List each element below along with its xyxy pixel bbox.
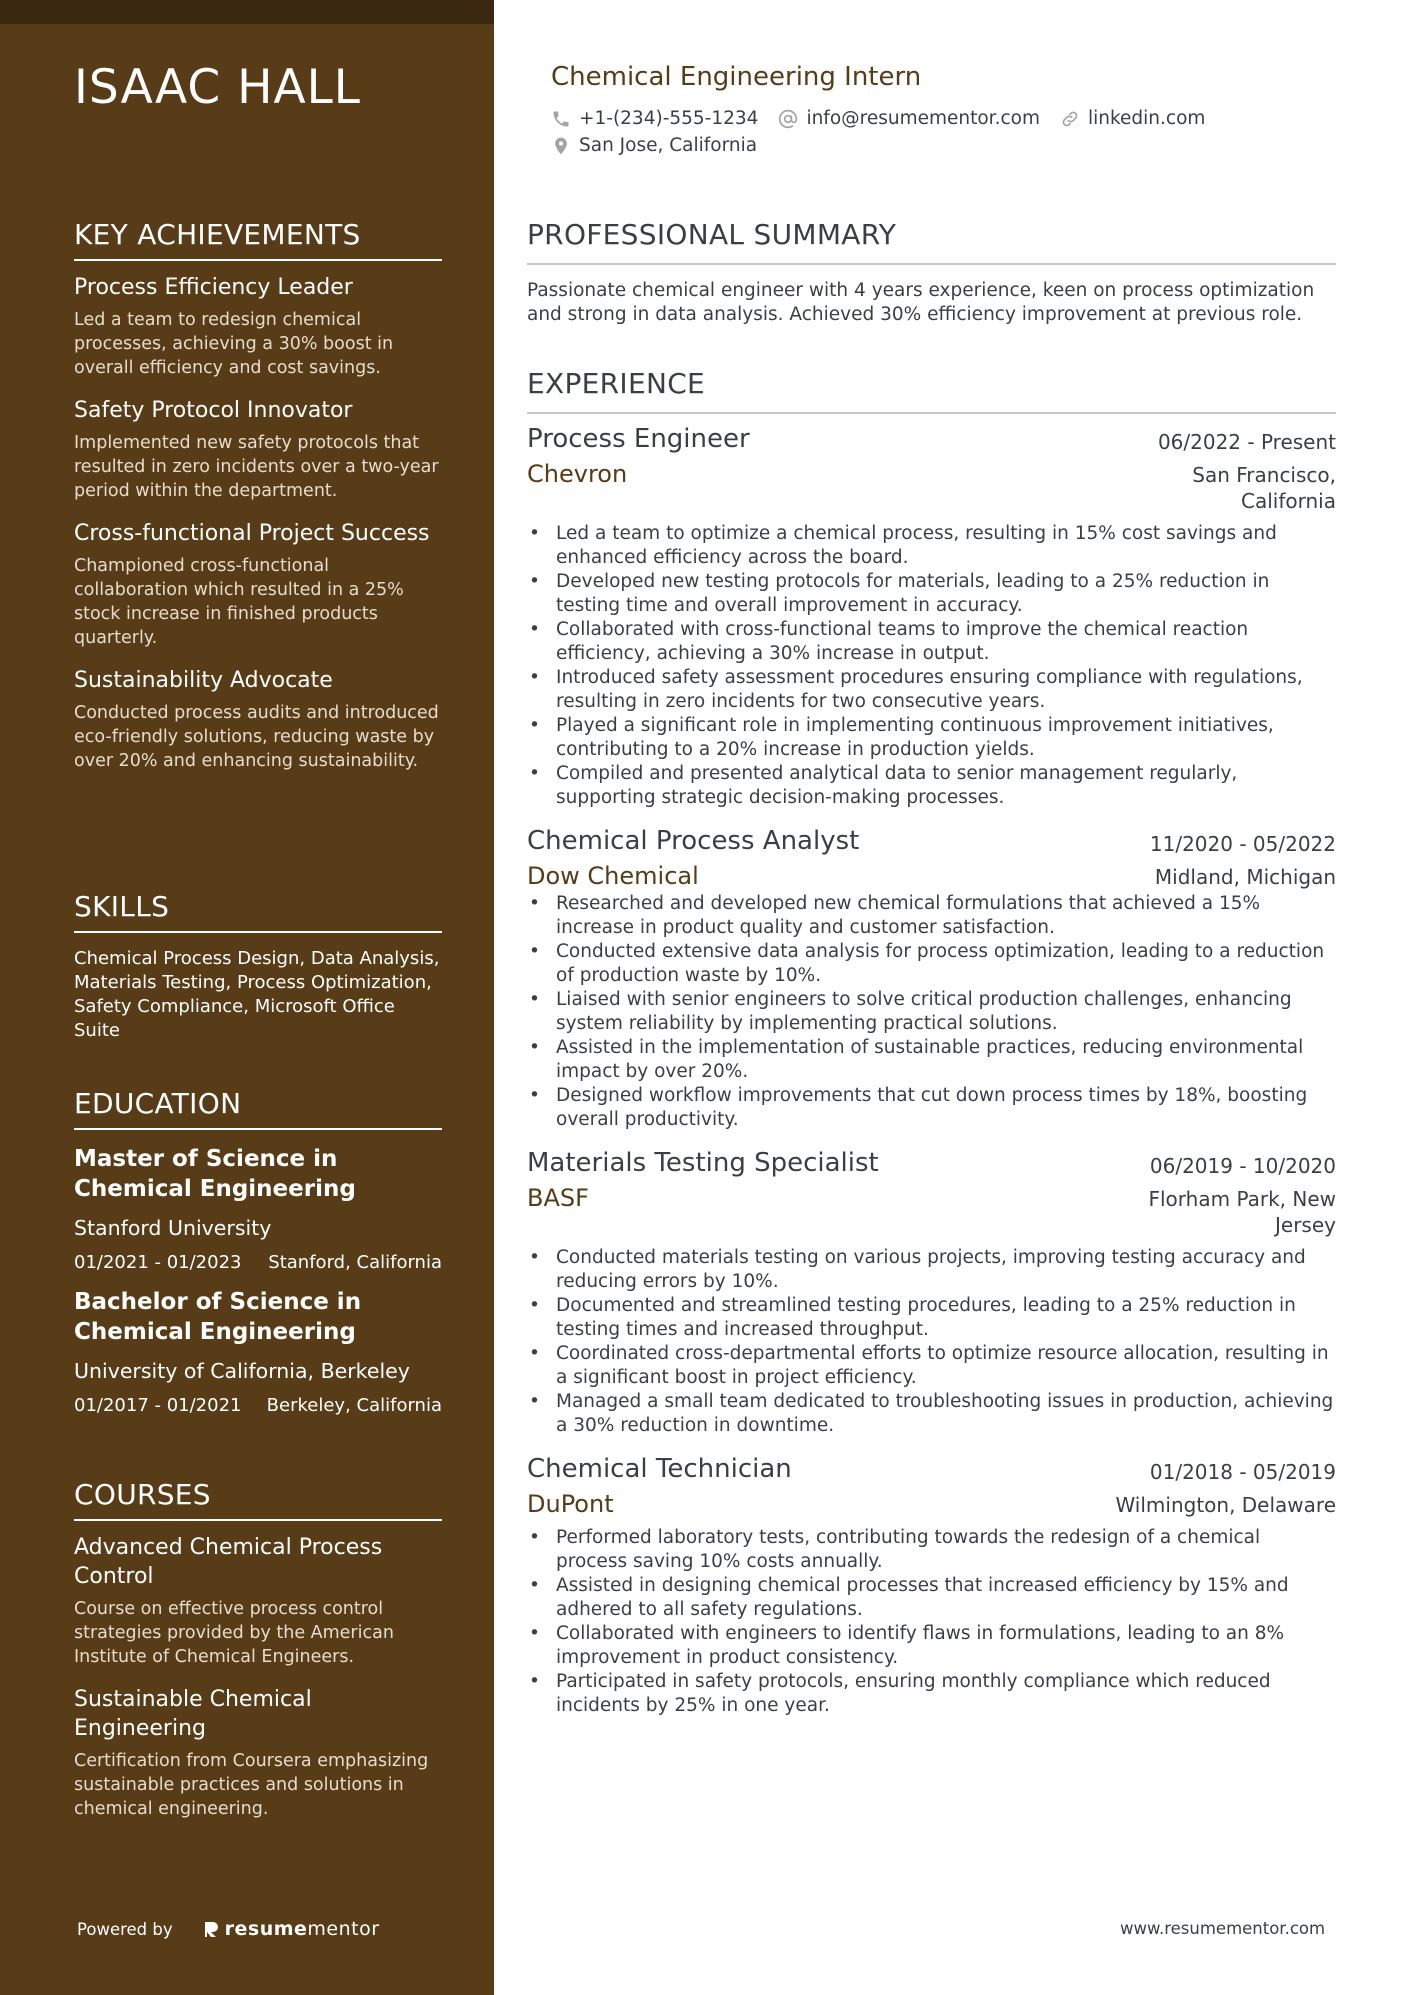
job-company-row (527, 1484, 1336, 1518)
contact-row (551, 108, 1351, 129)
job-title-row (527, 1454, 1336, 1484)
achievement-item (74, 273, 442, 380)
job-bullet: • Developed new testing protocols for materials, leading to a 25% reduction in testing time and overall improvement in accuracy. (527, 570, 1336, 618)
education-school: Stanford University (74, 1216, 272, 1240)
course-desc: Certification from Coursera emphasizing sustainable practices and solutions in chemical engineering. (74, 1751, 429, 1819)
location-text: San Jose, California (579, 135, 758, 156)
job-dates: 06/2022 - Present (1157, 430, 1336, 454)
powered-by-label: Powered by (77, 1919, 173, 1939)
skills-heading: SKILLS (74, 890, 442, 933)
education-item (74, 1144, 442, 1273)
education-dates: 01/2021 - 01/2023 (74, 1252, 242, 1273)
job-location: Midland, Michigan (1154, 865, 1336, 889)
job-company: Dow Chemical (527, 862, 699, 890)
education-location: Berkeley, California (266, 1395, 442, 1416)
job-role: Chemical Process Analyst (527, 826, 860, 856)
powered-by (77, 1918, 380, 1940)
education-meta (74, 1252, 442, 1273)
job-dates: 01/2018 - 05/2019 (1149, 1460, 1336, 1484)
achievement-desc: Championed cross-functional collaboration which resulted in a 25% stock increase in finished products quarterly. (74, 556, 404, 648)
brand-name-light: mentor (307, 1918, 380, 1940)
summary-section (527, 218, 1336, 327)
job-title-row (527, 826, 1336, 856)
experience-section (527, 367, 1336, 1718)
at-sign-icon (778, 109, 798, 129)
job-bullet: • Documented and streamlined testing procedures, leading to a 25% reduction in testing times and increased throughput. (527, 1294, 1336, 1342)
achievement-desc: Led a team to redesign chemical processes, achieving a 30% boost in overall efficiency and cost savings. (74, 310, 394, 378)
contact-header (551, 62, 1351, 156)
achievement-title: Sustainability Advocate (74, 668, 333, 693)
job-bullet: • Researched and developed new chemical formulations that achieved a 15% increase in product quality and customer satisfaction. (527, 892, 1336, 940)
job-bullet: • Coordinated cross-departmental efforts to optimize resource allocation, resulting in a significant boost in project efficiency. (527, 1342, 1336, 1390)
achievements-section (74, 218, 442, 773)
job-entry (527, 1148, 1336, 1438)
job-bullet: • Conducted extensive data analysis for process optimization, leading to a reduction of production waste by 10%. (527, 940, 1336, 988)
job-dates: 11/2020 - 05/2022 (1149, 832, 1336, 856)
location-pin-icon (551, 136, 571, 156)
job-company-row (527, 856, 1336, 890)
job-bullet: • Introduced safety assessment procedures ensuring compliance with regulations, resulting in zero incidents for two consecutive years. (527, 666, 1336, 714)
job-entry (527, 826, 1336, 1132)
sidebar-top-bar (0, 0, 494, 24)
job-bullets (527, 522, 1336, 810)
linkedin-text: linkedin.com (1087, 108, 1206, 129)
job-entry (527, 424, 1336, 810)
course-item (74, 1685, 442, 1821)
job-bullet: • Managed a small team dedicated to troubleshooting issues in production, achieving a 30% reduction in downtime. (527, 1390, 1336, 1438)
location-contact (551, 135, 757, 156)
achievement-title: Cross-functional Project Success (74, 521, 430, 546)
job-company: Chevron (527, 460, 628, 488)
job-bullets (527, 1526, 1336, 1718)
experience-heading: EXPERIENCE (527, 367, 1336, 414)
job-bullet: • Assisted in designing chemical processes that increased efficiency by 15% and adhered to all safety regulations. (527, 1574, 1336, 1622)
job-title-row (527, 424, 1336, 454)
phone-text: +1-(234)-555-1234 (579, 108, 759, 129)
summary-text: Passionate chemical engineer with 4 years experience, keen on process optimization and strong in data analysis. Achieved 30% efficiency improvement at previous role. (527, 280, 1315, 325)
job-company: BASF (527, 1184, 589, 1212)
job-location: Wilmington, Delaware (1115, 1493, 1336, 1517)
job-title-row (527, 1148, 1336, 1178)
job-bullet: • Liaised with senior engineers to solve critical production challenges, enhancing system reliability by implementing practical solutions. (527, 988, 1336, 1036)
course-title: Sustainable Chemical Engineering (74, 1687, 312, 1741)
education-degree: Bachelor of Science in Chemical Engineering (74, 1289, 362, 1345)
job-bullet: • Performed laboratory tests, contributing towards the redesign of a chemical process saving 10% costs annually. (527, 1526, 1336, 1574)
job-bullet: • Led a team to optimize a chemical process, resulting in 15% cost savings and enhanced efficiency across the board. (527, 522, 1336, 570)
education-dates: 01/2017 - 01/2021 (74, 1395, 242, 1416)
phone-contact[interactable] (551, 108, 758, 129)
education-school: University of California, Berkeley (74, 1359, 410, 1383)
achievement-item (74, 666, 442, 773)
footer-website-link[interactable]: www.resumementor.com (1120, 1919, 1326, 1938)
job-bullets (527, 892, 1336, 1132)
skills-section (74, 890, 442, 1043)
education-section (74, 1087, 442, 1416)
job-bullet: • Collaborated with cross-functional teams to improve the chemical reaction efficiency, achieving a 30% increase in output. (527, 618, 1336, 666)
job-company-row (527, 454, 1336, 514)
target-job-title: Chemical Engineering Intern (551, 62, 922, 92)
email-text: info@resumementor.com (806, 108, 1040, 129)
email-contact[interactable] (778, 108, 1040, 129)
education-meta (74, 1395, 442, 1416)
job-role: Chemical Technician (527, 1454, 792, 1484)
achievement-item (74, 396, 442, 503)
achievement-title: Safety Protocol Innovator (74, 398, 353, 423)
courses-section (74, 1478, 442, 1821)
education-item (74, 1287, 442, 1416)
job-location: Florham Park, New Jersey (1148, 1187, 1336, 1237)
location-row (551, 135, 1351, 156)
job-company-row (527, 1178, 1336, 1238)
course-desc: Course on effective process control strategies provided by the American Institute of Chemical Engineers. (74, 1599, 394, 1667)
job-bullet: • Participated in safety protocols, ensuring monthly compliance which reduced incidents by 25% in one year. (527, 1670, 1336, 1718)
brand-mark-icon (203, 1920, 219, 1938)
achievement-title: Process Efficiency Leader (74, 275, 353, 300)
achievement-desc: Conducted process audits and introduced eco-friendly solutions, reducing waste by over 20% and enhancing sustainability. (74, 703, 439, 771)
job-entry (527, 1454, 1336, 1718)
job-location: San Francisco, California (1192, 463, 1336, 513)
job-bullets (527, 1246, 1336, 1438)
job-bullet: • Designed workflow improvements that cut down process times by 18%, boosting overall productivity. (527, 1084, 1336, 1132)
brand-name-bold: resume (224, 1918, 308, 1940)
summary-heading: PROFESSIONAL SUMMARY (527, 218, 1336, 265)
achievement-item (74, 519, 442, 650)
job-bullet: • Collaborated with engineers to identify flaws in formulations, leading to an 8% improvement in product consistency. (527, 1622, 1336, 1670)
brand-logo[interactable] (203, 1918, 380, 1940)
education-heading: EDUCATION (74, 1087, 442, 1130)
job-bullet: • Compiled and presented analytical data to senior management regularly, supporting strategic decision-making processes. (527, 762, 1336, 810)
sidebar (0, 0, 494, 1995)
achievements-heading: KEY ACHIEVEMENTS (74, 218, 442, 261)
job-bullet: • Played a significant role in implementing continuous improvement initiatives, contributing to a 20% increase in production yields. (527, 714, 1336, 762)
job-role: Materials Testing Specialist (527, 1148, 879, 1178)
achievement-desc: Implemented new safety protocols that resulted in zero incidents over a two-year period within the department. (74, 433, 439, 501)
skills-list: Chemical Process Design, Data Analysis, Materials Testing, Process Optimization, Safety Compliance, Microsoft Office Suite (74, 948, 440, 1041)
course-item (74, 1533, 442, 1669)
phone-icon (551, 109, 571, 129)
job-role: Process Engineer (527, 424, 750, 454)
courses-heading: COURSES (74, 1478, 442, 1521)
candidate-name: ISAAC HALL (74, 60, 361, 115)
job-bullet: • Assisted in the implementation of sustainable practices, reducing environmental impact by over 20%. (527, 1036, 1336, 1084)
education-degree: Master of Science in Chemical Engineering (74, 1146, 356, 1202)
job-bullet: • Conducted materials testing on various projects, improving testing accuracy and reducing errors by 10%. (527, 1246, 1336, 1294)
link-icon (1060, 109, 1080, 129)
job-dates: 06/2019 - 10/2020 (1149, 1154, 1336, 1178)
job-company: DuPont (527, 1490, 614, 1518)
course-title: Advanced Chemical Process Control (74, 1535, 383, 1589)
linkedin-contact[interactable] (1060, 108, 1205, 129)
education-location: Stanford, California (268, 1252, 442, 1273)
